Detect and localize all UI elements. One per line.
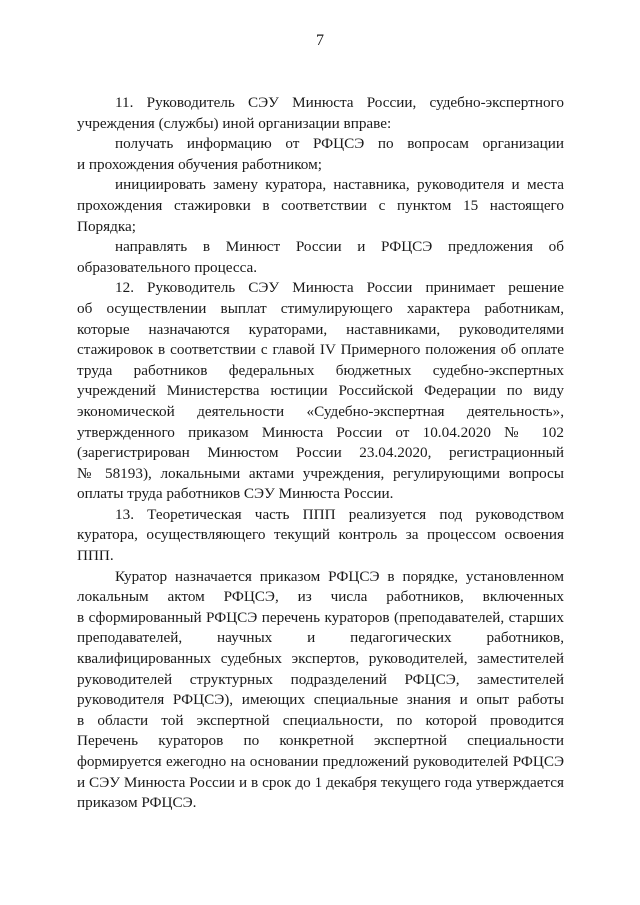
document-body bbox=[77, 93, 564, 814]
text-line: в области той экспертной специальности, по которой проводится bbox=[77, 711, 564, 729]
text-line: руководителя РФЦСЭ), имеющих специальные знания и опыт работы bbox=[77, 691, 564, 709]
text-line: в сформированный РФЦСЭ перечень кураторов (преподавателей, старших bbox=[77, 608, 564, 626]
text-line: Порядка; bbox=[77, 217, 136, 235]
text-line: об осуществлении выплат стимулирующего характера работникам, bbox=[77, 299, 564, 317]
paragraph bbox=[77, 134, 564, 175]
text-line: № 58193), локальными актами учреждения, регулирующими вопросы bbox=[77, 464, 564, 482]
text-line: которые назначаются кураторами, наставниками, руководителями bbox=[77, 320, 564, 338]
text-line: квалифицированных судебных экспертов, руководителей, заместителей bbox=[77, 650, 564, 668]
text-line: утвержденного приказом Минюста России от 10.04.2020 № 102 bbox=[77, 423, 564, 441]
paragraph bbox=[77, 278, 564, 505]
text-line: Перечень кураторов по конкретной экспертной специальности bbox=[77, 732, 564, 750]
text-line: куратора, осуществляющего текущий контроль за процессом освоения bbox=[77, 526, 564, 544]
text-line: экономической деятельности «Судебно-экспертная деятельность», bbox=[77, 402, 564, 420]
text-line: получать информацию от РФЦСЭ по вопросам организации bbox=[115, 135, 564, 153]
text-line: и прохождения обучения работником; bbox=[77, 155, 322, 173]
text-line: локальным актом РФЦСЭ, из числа работников, включенных bbox=[77, 588, 564, 606]
text-line: инициировать замену куратора, наставника, руководителя и места bbox=[115, 176, 564, 194]
text-line: труда работников федеральных бюджетных судебно-экспертных bbox=[77, 361, 564, 379]
text-line: оплаты труда работников СЭУ Минюста России. bbox=[77, 485, 394, 503]
text-line: формируется ежегодно на основании предложений руководителей РФЦСЭ bbox=[77, 753, 564, 770]
paragraph bbox=[77, 237, 564, 278]
paragraph bbox=[77, 567, 564, 814]
text-line: (зарегистрирован Минюстом России 23.04.2020, регистрационный bbox=[77, 444, 564, 462]
text-line: Куратор назначается приказом РФЦСЭ в порядке, установленном bbox=[115, 567, 564, 585]
text-line: учреждений Министерства юстиции Российской Федерации по виду bbox=[77, 382, 564, 400]
paragraph bbox=[77, 93, 564, 134]
text-line: образовательного процесса. bbox=[77, 258, 258, 276]
paragraph bbox=[77, 505, 564, 567]
text-line: и СЭУ Минюста России и в срок до 1 декабря текущего года утверждается bbox=[77, 773, 564, 791]
text-line: направлять в Минюст России и РФЦСЭ предложения об bbox=[115, 238, 564, 256]
text-line: руководителей структурных подразделений РФЦСЭ, заместителей bbox=[77, 670, 564, 688]
text-line: прохождения стажировки в соответствии с пунктом 15 настоящего bbox=[77, 196, 564, 214]
text-line: преподавателей, научных и педагогических работников, bbox=[77, 629, 564, 647]
text-line: ППП. bbox=[77, 547, 114, 565]
page-number: 7 bbox=[316, 32, 324, 49]
text-line: стажировок в соответствии с главой IV Примерного положения об оплате bbox=[77, 341, 564, 359]
text-line: 11. Руководитель СЭУ Минюста России, судебно-экспертного bbox=[115, 94, 564, 111]
text-line: 12. Руководитель СЭУ Минюста России принимает решение bbox=[115, 279, 564, 297]
text-line: 13. Теоретическая часть ППП реализуется под руководством bbox=[115, 505, 564, 523]
text-line: приказом РФЦСЭ. bbox=[77, 794, 197, 812]
paragraph bbox=[77, 175, 564, 237]
text-line: учреждения (службы) иной организации вправе: bbox=[77, 114, 392, 132]
